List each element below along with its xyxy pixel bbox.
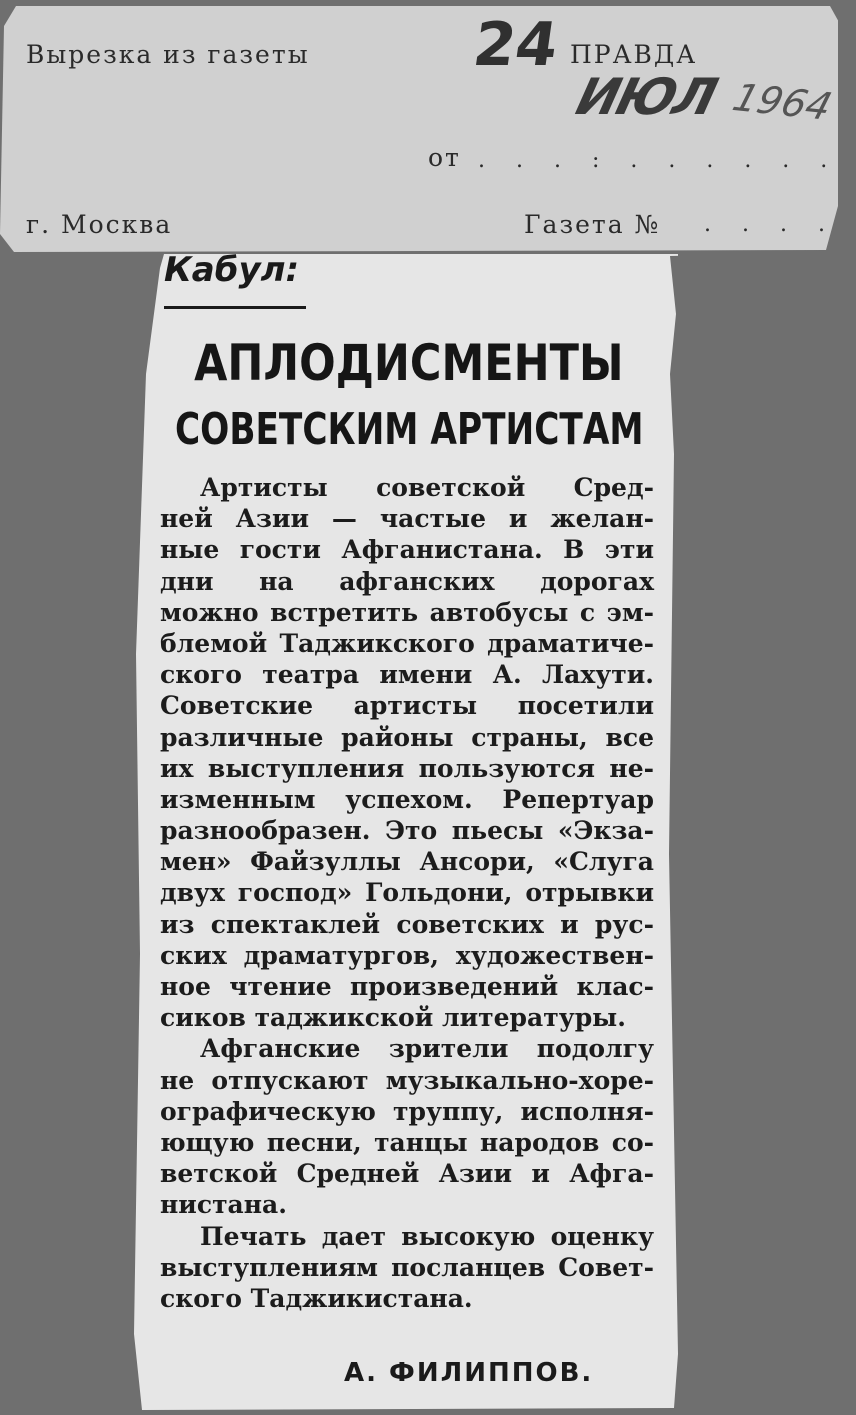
article-line: ских драматургов, художествен-	[160, 940, 654, 970]
article-line: сиков таджикской литературы.	[160, 1003, 626, 1033]
date-stamp-month: ИЮЛ	[570, 68, 722, 126]
article-line: мен» Файзуллы Ансори, «Слуга	[160, 847, 654, 877]
date-stamp-day: 24	[469, 10, 563, 80]
article-line: не отпускают музыкально-хоре-	[160, 1065, 654, 1095]
city-label: г. Москва	[26, 210, 173, 239]
article-line: Печать дает высокую оценку	[200, 1221, 654, 1251]
article-line: ные гости Афганистана. В эти	[160, 535, 654, 565]
clipping-source-label: Вырезка из газеты	[26, 40, 310, 69]
article-line: ней Азии — частые и желан-	[160, 504, 654, 534]
article-line: ветской Средней Азии и Афга-	[160, 1159, 654, 1189]
newspaper-name: ПРАВДА	[570, 40, 698, 69]
article-line: из спектаклей советских и рус-	[160, 909, 654, 939]
article-line: их выступления пользуются не-	[160, 753, 654, 783]
issue-number-label: Газета №	[524, 210, 661, 239]
article-line: нистана.	[160, 1190, 287, 1220]
article-line: выступлениям посланцев Совет-	[160, 1252, 654, 1282]
headline-line-2: СОВЕТСКИМ АРТИСТАМ	[174, 404, 644, 455]
article-line: Советские артисты посетили	[160, 691, 654, 721]
article-line: ского Таджикистана.	[160, 1283, 473, 1313]
article-line: Артисты советской Сред-	[200, 473, 654, 502]
article-line: блемой Таджикского драматиче-	[160, 628, 654, 658]
article-line: можно встретить автобусы с эм-	[160, 597, 654, 627]
article-line: ющую песни, танцы народов со-	[160, 1127, 654, 1157]
date-from-label: от	[428, 143, 461, 172]
rubric-dateline: Кабул:	[164, 250, 300, 290]
date-stamp-year: 1964	[728, 75, 837, 129]
article-line: ное чтение произведений клас-	[160, 972, 654, 1001]
article-line: ографическую труппу, исполня-	[160, 1096, 654, 1126]
article-line: Афганские зрители подолгу	[200, 1034, 654, 1064]
issue-number-dots: . . . .	[704, 212, 837, 237]
rubric-underline	[164, 306, 306, 309]
article-line: дни на афганских дорогах	[160, 566, 654, 596]
article-body	[160, 472, 654, 1314]
author-signature: А. ФИЛИППОВ.	[344, 1358, 594, 1388]
headline-line-1: АПЛОДИСМЕНТЫ	[194, 334, 624, 392]
date-from-dots: . . . : . . . . . .	[478, 148, 840, 173]
article-line: ского театра имени А. Лахути.	[160, 660, 654, 690]
article-line: двух господ» Гольдони, отрывки	[160, 878, 654, 908]
article-line: изменным успехом. Репертуар	[160, 784, 654, 814]
article-line: разнообразен. Это пьесы «Экза-	[160, 816, 654, 846]
article-line: различные районы страны, все	[160, 722, 654, 752]
